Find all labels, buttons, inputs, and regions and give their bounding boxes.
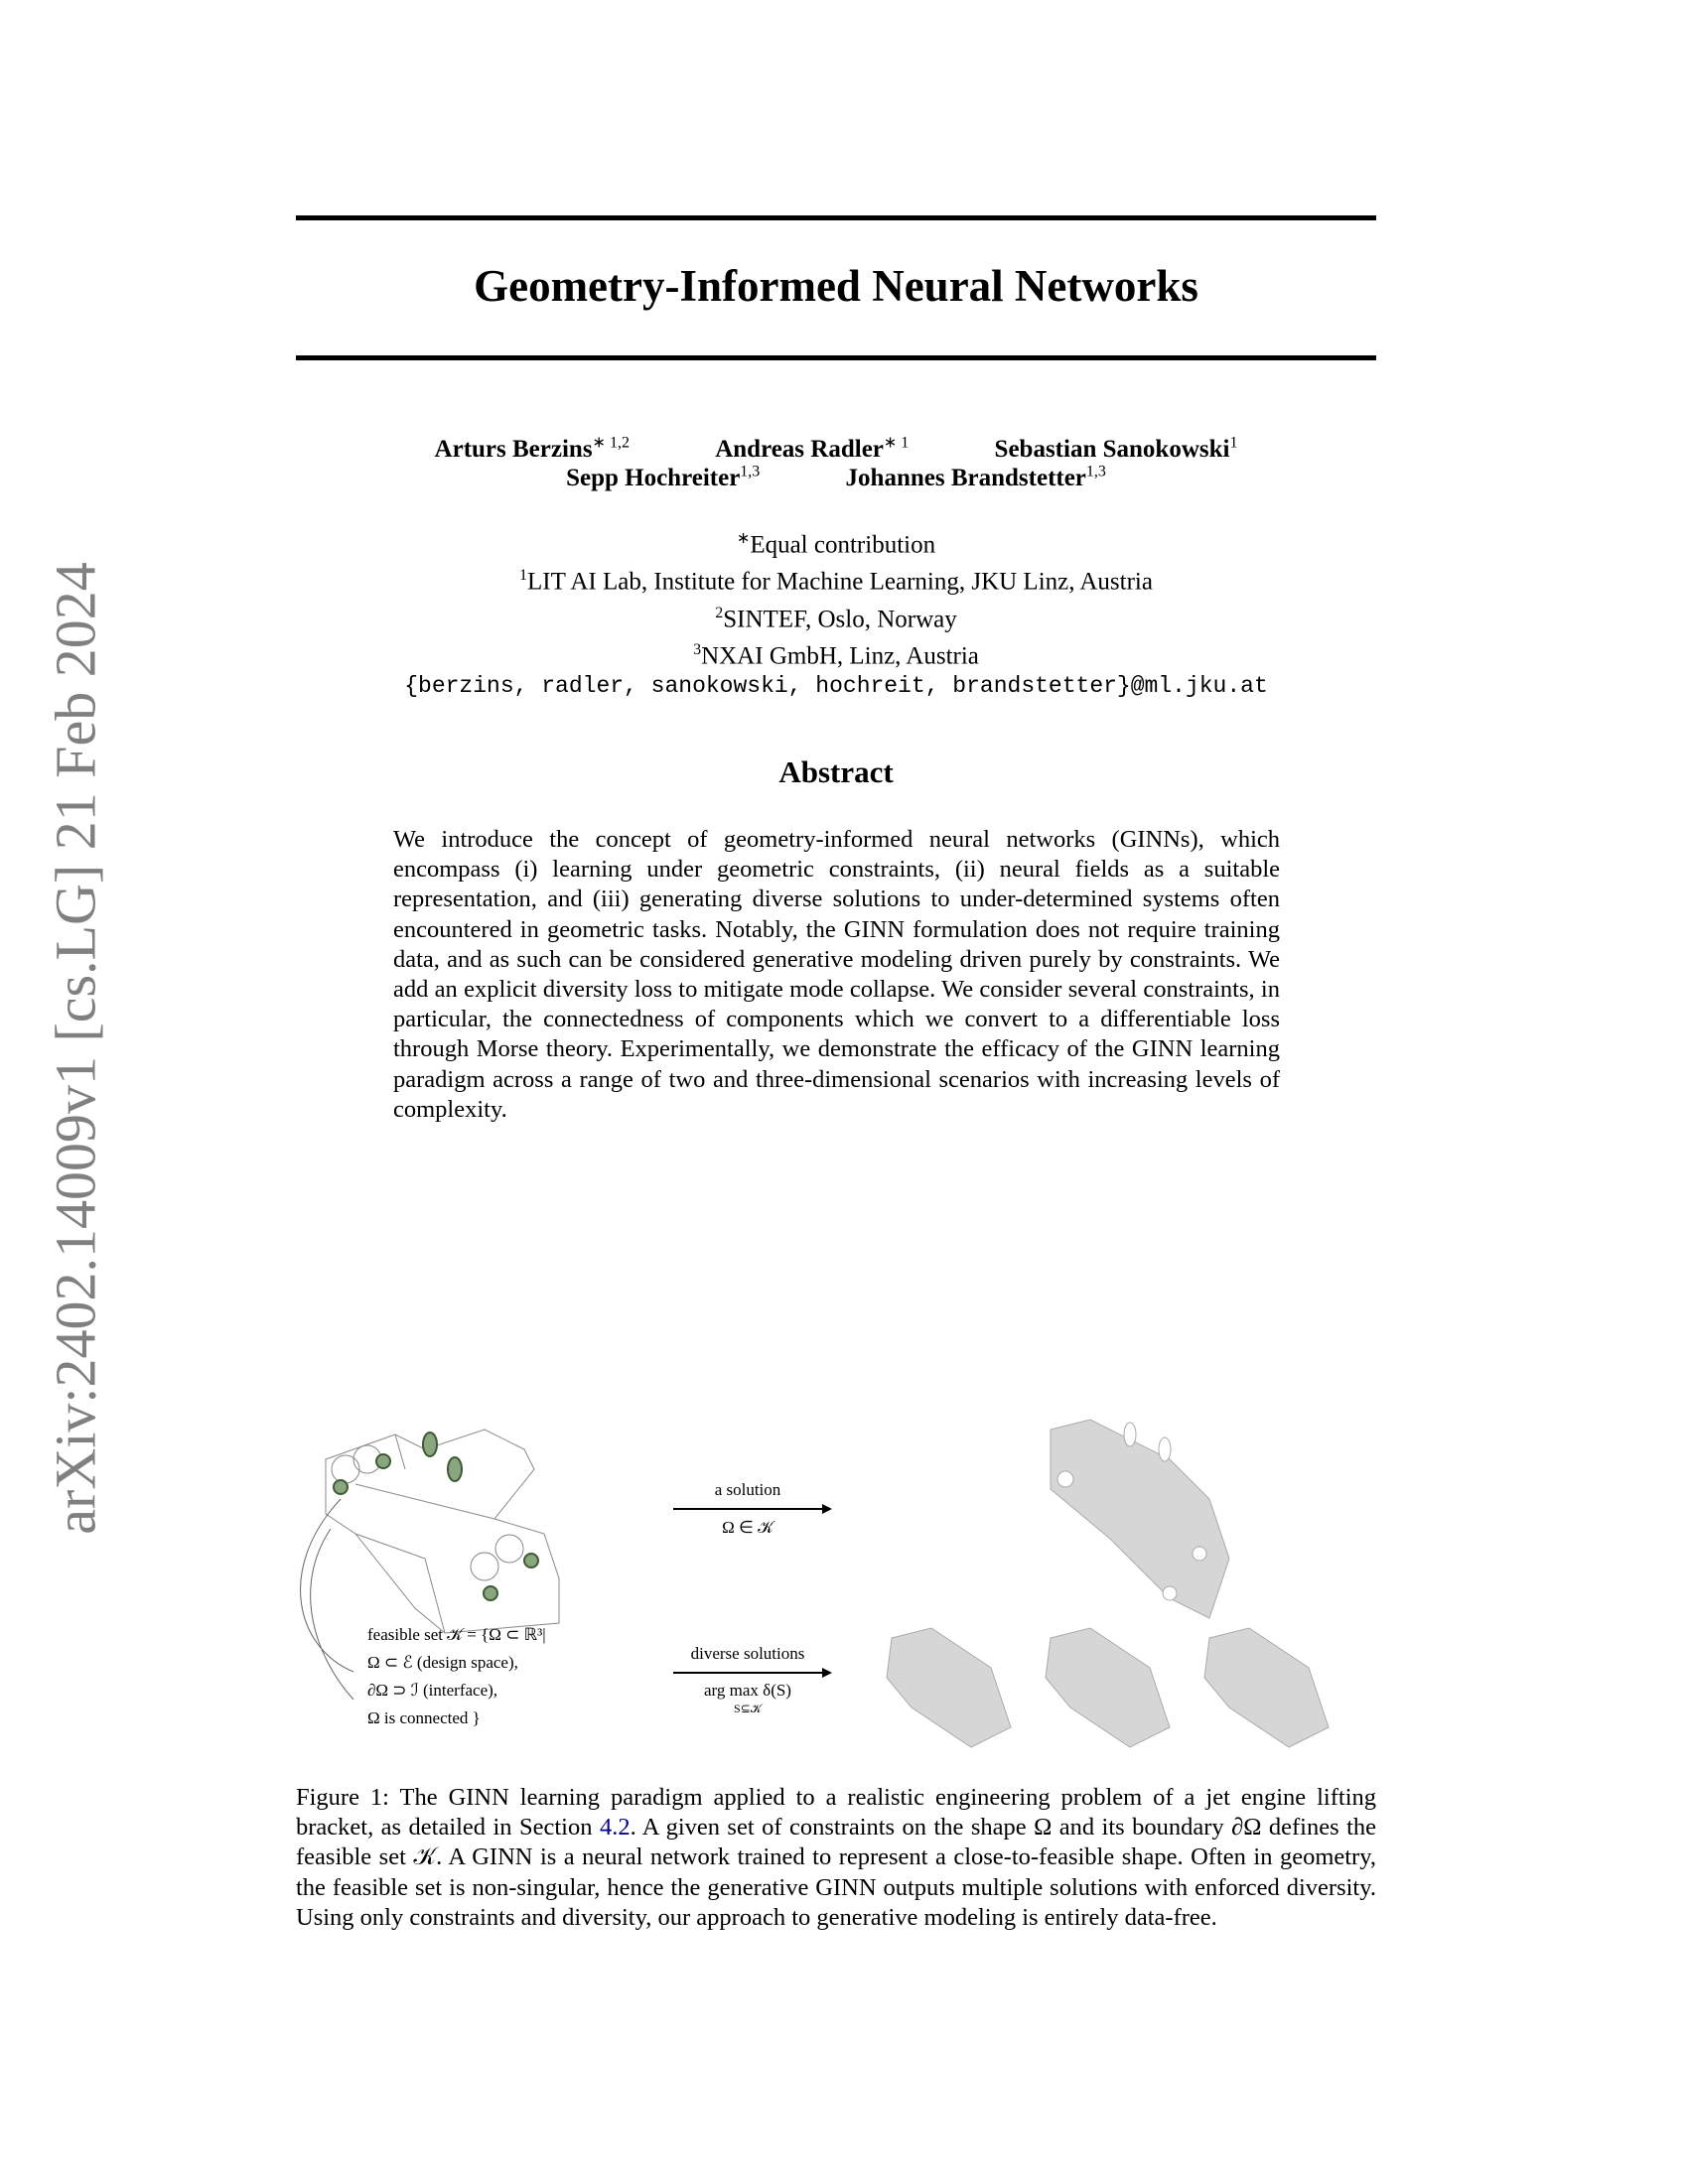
affiliation: $^3$NXAI GmbH, Linz, Austria — [693, 640, 979, 670]
authors-row-2 — [296, 464, 1376, 492]
figure-caption: Figure 1: The GINN learning paradigm applied to a realistic engineering problem of a jet engine lifting bracket, as detailed in Section 4.2. A given set of constraints on the shape Ω and its boundary ∂Ω defines the feasible set 𝒦. A GINN is a neural network trained to represent a close-to-feasible shape. Often in geometry, the feasible set is non-singular, hence the generative GINN outputs multiple solutions with enforced diversity. Using only constraints and diversity, our approach to generative modeling is entirely data-free. — [296, 1784, 1376, 1931]
arrow1-bottom-label: Ω ∈ 𝒦 — [722, 1518, 774, 1537]
author: Johannes Brandstetter$^{1,3}$ — [845, 464, 1106, 492]
arrowhead — [822, 1668, 832, 1678]
constraint-arrow — [301, 1499, 353, 1672]
arrowhead — [822, 1504, 832, 1514]
interface-rings — [334, 1433, 538, 1600]
design-space-bracket — [326, 1430, 559, 1633]
author: Andreas Radler$^{∗ 1}$ — [715, 435, 910, 464]
author: Sebastian Sanokowski$^1$ — [994, 435, 1238, 464]
paper-title: Geometry-Informed Neural Networks — [474, 261, 1198, 311]
section-link[interactable]: 4.2 — [599, 1814, 631, 1842]
affiliation: $^1$LIT AI Lab, Institute for Machine Learning, JKU Linz, Austria — [519, 567, 1153, 596]
constraint-arrow — [311, 1529, 353, 1700]
figure-1 — [296, 1390, 1376, 1767]
interface-constraint: ∂Ω ⊃ ℐ (interface), — [367, 1681, 498, 1700]
design-space-constraint: Ω ⊂ ℰ (design space), — [367, 1653, 518, 1672]
abstract-heading: Abstract — [778, 754, 894, 789]
authors-row-1 — [296, 433, 1376, 464]
arxiv-identifier: arXiv:2402.14009v1 [cs.LG] 21 Feb 2024 — [43, 562, 108, 1535]
arrow2-bottom-label: arg max δ(S) — [704, 1681, 791, 1700]
diverse-solution-shapes — [887, 1628, 1329, 1747]
solution-shape — [1051, 1420, 1229, 1618]
abstract-text: We introduce the concept of geometry-informed neural networks (GINNs), which encompass (i) learning under geometric constraints, (ii) neural fields as a suitable representation, and (iii) generating diverse solutions to under-determined systems often encountered in geometric tasks. Notably, the GINN formulation does not require training data, and as such can be considered generative modeling driven purely by constraints. We add an explicit diversity loss to mitigate mode collapse. We consider several constraints, in particular, the connectedness of components which we convert to a differentiable loss through Morse theory. Experimentally, we demonstrate the efficacy of the GINN learning paradigm across a range of two and three-dimensional scenarios with increasing levels of complexity. — [393, 826, 1280, 1123]
affiliation: ∗Equal contribution — [736, 530, 936, 559]
title-top-rule — [296, 215, 1376, 220]
author: Sepp Hochreiter$^{1,3}$ — [566, 464, 761, 492]
arrow2-subscript: S⊆𝒦 — [734, 1702, 762, 1715]
arrow2-top-label: diverse solutions — [690, 1644, 805, 1663]
arrow1-top-label: a solution — [714, 1480, 781, 1499]
connectedness-constraint: Ω is connected } — [367, 1708, 481, 1727]
author: Arturs Berzins$^{∗ 1,2}$ — [434, 435, 630, 464]
affiliation: $^2$SINTEF, Oslo, Norway — [715, 604, 957, 632]
title-bottom-rule — [296, 355, 1376, 360]
affiliations — [296, 523, 1376, 702]
feasible-set-label: feasible set 𝒦 = {Ω ⊂ ℝ³| — [367, 1625, 546, 1644]
email: {berzins, radler, sanokowski, hochreit, brandstetter}@ml.jku.at — [404, 673, 1268, 700]
